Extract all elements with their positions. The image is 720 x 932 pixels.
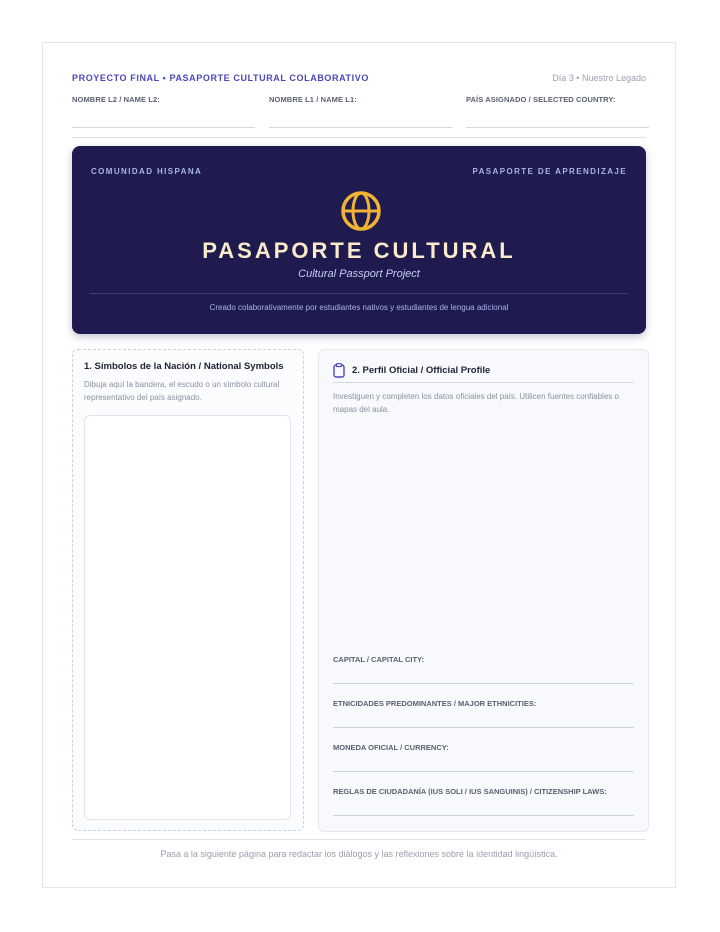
citizenship-laws-label: REGLAS DE CIUDADANÍA (IUS SOLI / IUS SANGUINIS) / CITIZENSHIP LAWS:: [333, 787, 607, 796]
name-l1-label: NOMBRE L1 / NAME L1:: [269, 95, 357, 104]
profile-description: Investiguen y completen los datos oficiales del país. Utilicen fuentes confiables o mapas del aula.: [333, 392, 619, 414]
symbols-title: 1. Símbolos de la Nación / National Symbols: [84, 361, 284, 372]
currency-field[interactable]: [333, 743, 634, 772]
drawing-area[interactable]: [84, 415, 291, 820]
banner-subtitle: Cultural Passport Project: [298, 268, 420, 280]
name-l2-label: NOMBRE L2 / NAME L2:: [72, 95, 160, 104]
profile-divider: [333, 382, 634, 383]
ethnicities-label: ETNICIDADES PREDOMINANTES / MAJOR ETHNICITIES:: [333, 699, 537, 708]
footer-note: Pasa a la siguiente página para redactar los diálogos y las reflexiones sobre la identidad lingüística.: [160, 849, 558, 859]
symbols-description: Dibuja aquí la bandera, el escudo o un símbolo cultural representativo del país asignado.: [84, 380, 280, 402]
capital-field[interactable]: [333, 655, 634, 684]
currency-label: MONEDA OFICIAL / CURRENCY:: [333, 743, 449, 752]
country-field[interactable]: [466, 95, 649, 128]
country-label: PAÍS ASIGNADO / SELECTED COUNTRY:: [466, 95, 616, 104]
banner-passport-label: PASAPORTE DE APRENDIZAJE: [472, 167, 627, 176]
header-bar: [72, 73, 646, 89]
name-l2-field[interactable]: [72, 95, 255, 128]
clipboard-icon: [333, 363, 345, 378]
capital-label: CAPITAL / CAPITAL CITY:: [333, 655, 424, 664]
passport-banner: [72, 146, 646, 334]
banner-community-label: COMUNIDAD HISPANA: [91, 167, 203, 176]
banner-divider: [90, 293, 628, 294]
official-profile-section: [318, 349, 649, 832]
profile-title: 2. Perfil Oficial / Official Profile: [352, 365, 491, 376]
footer-divider: [72, 839, 646, 840]
project-title: PROYECTO FINAL • PASAPORTE CULTURAL COLABORATIVO: [72, 73, 369, 83]
name-l1-field[interactable]: [269, 95, 452, 128]
header-divider: [72, 137, 646, 138]
globe-icon: [340, 190, 382, 232]
national-symbols-section: [72, 349, 304, 831]
banner-footer: Creado colaborativamente por estudiantes nativos y estudiantes de lengua adicional: [209, 303, 509, 312]
day-label: Día 3 • Nuestro Legado: [552, 73, 646, 83]
citizenship-laws-field[interactable]: [333, 787, 634, 816]
banner-title: PASAPORTE CULTURAL: [202, 238, 516, 263]
ethnicities-field[interactable]: [333, 699, 634, 728]
worksheet-page: [42, 42, 676, 888]
student-info-fields: [72, 95, 646, 127]
